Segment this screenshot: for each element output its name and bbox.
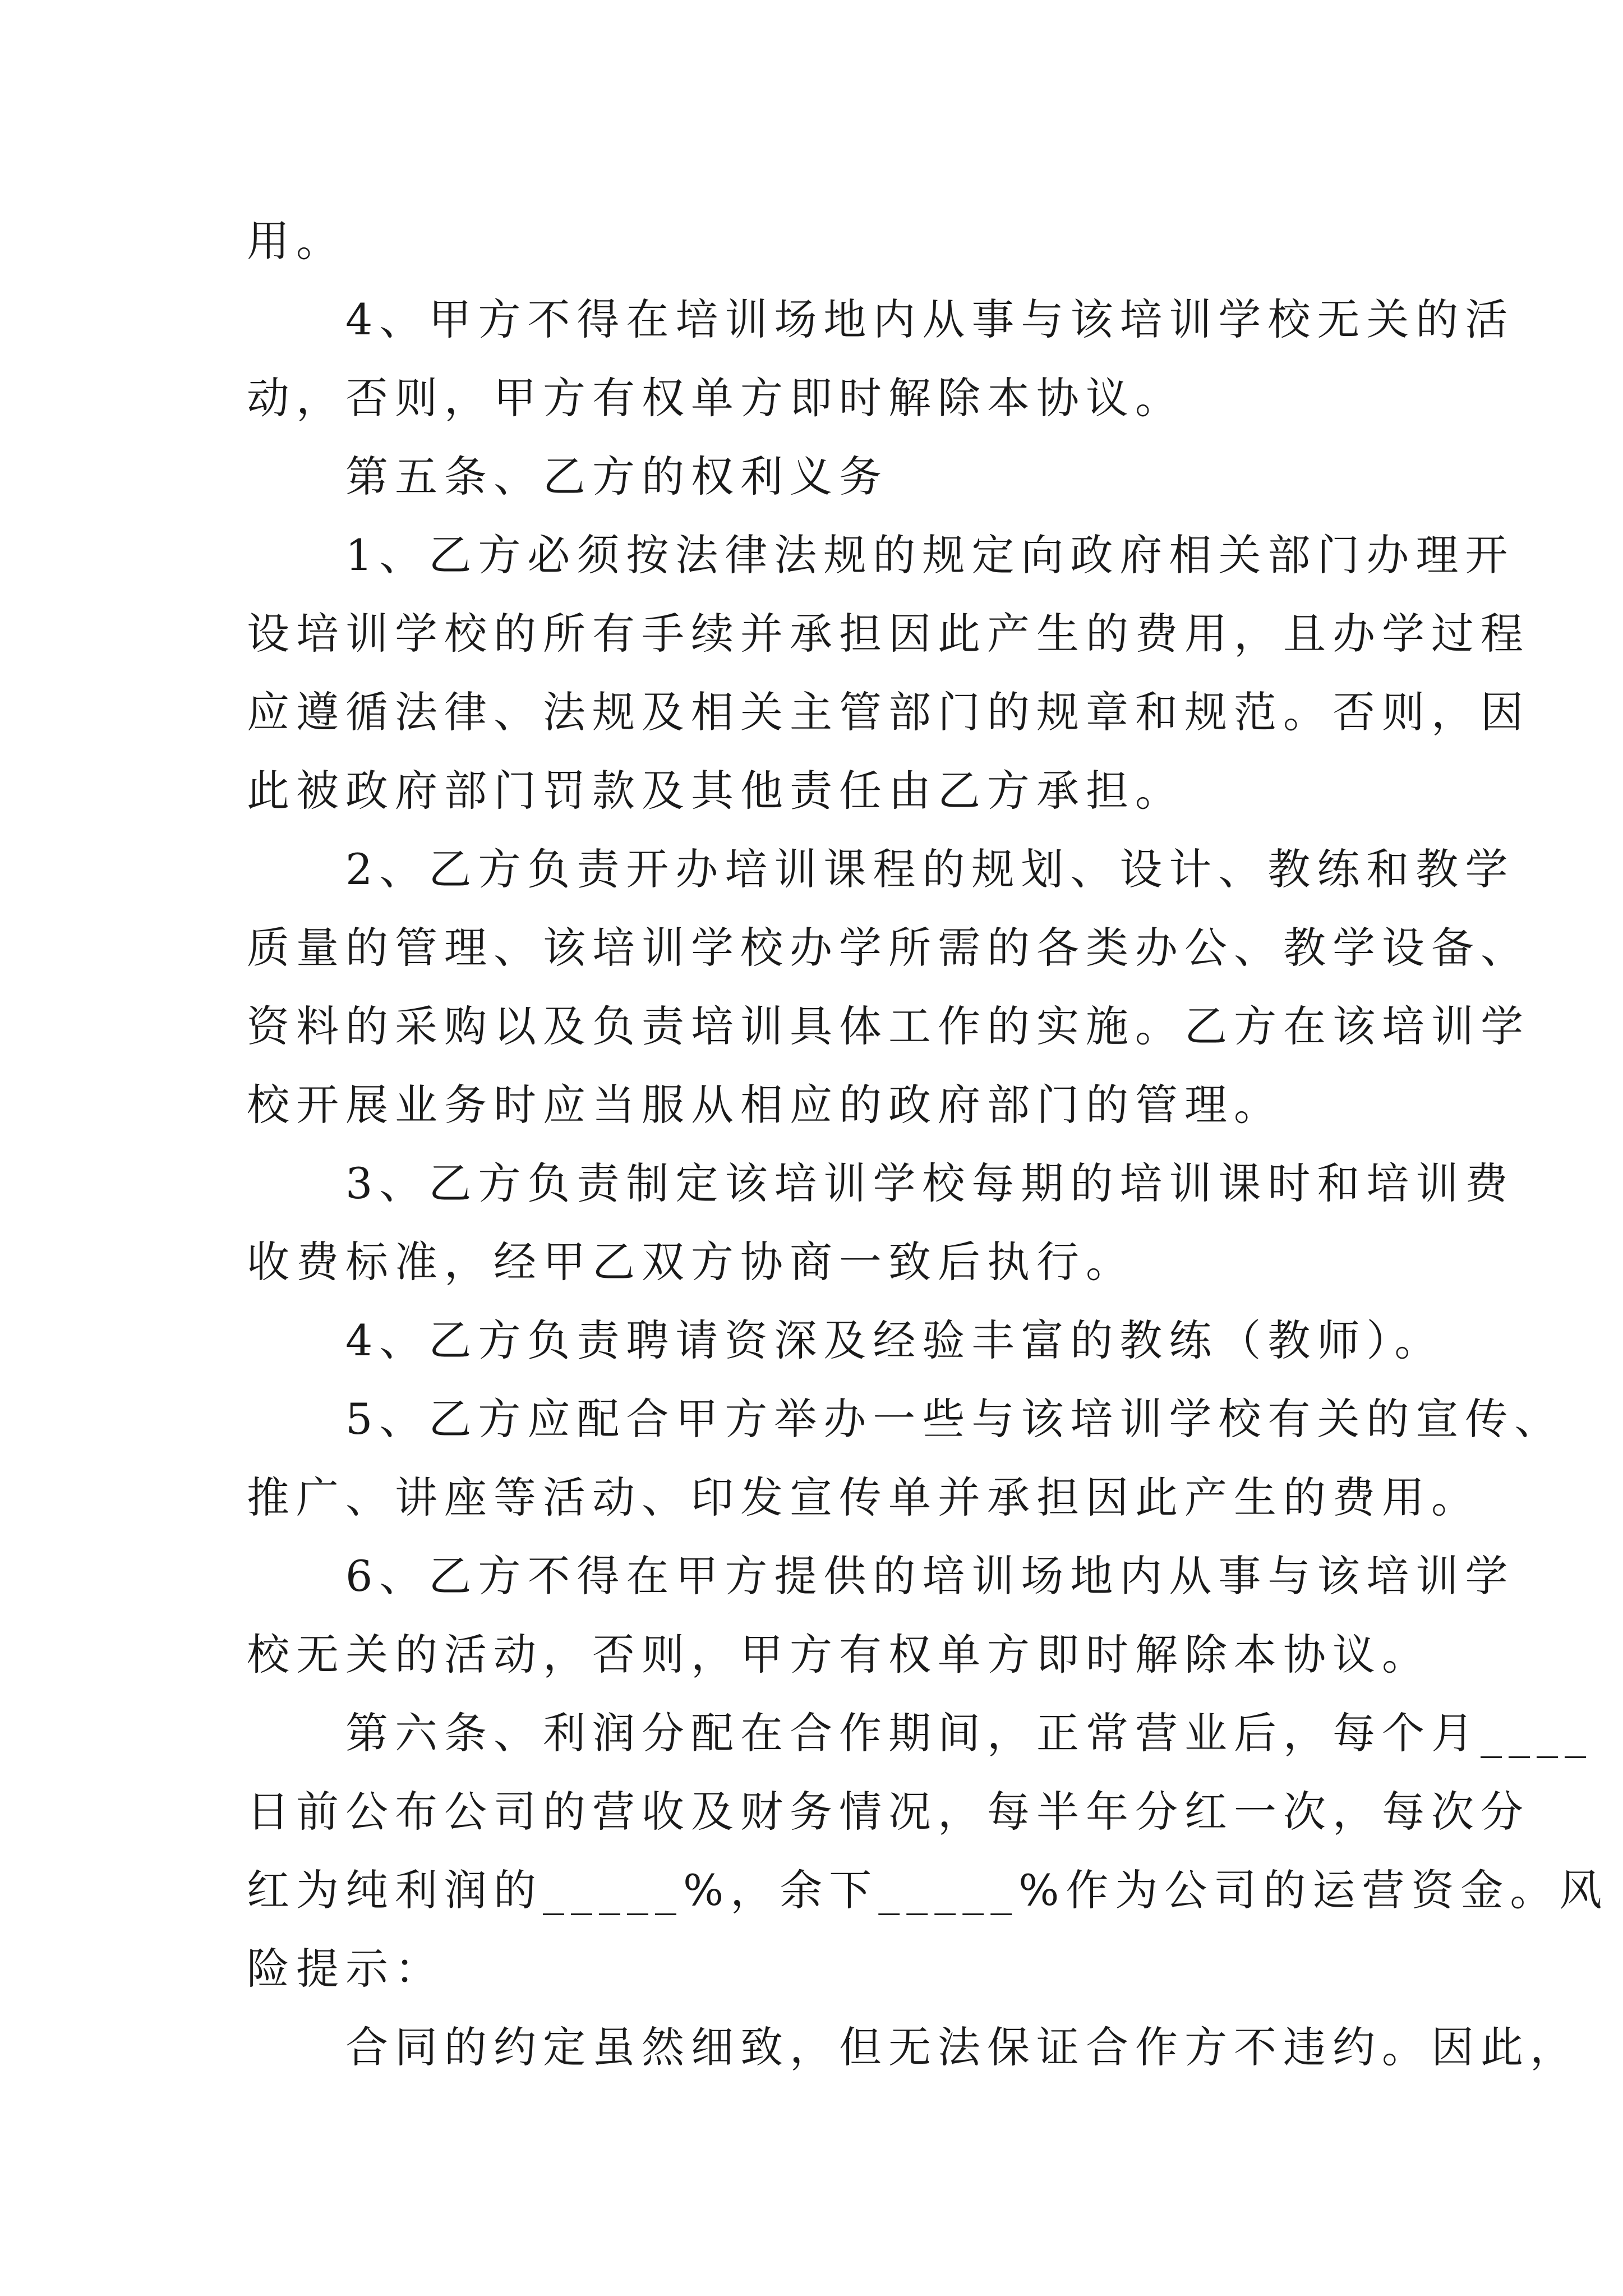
text-line-17: 推广、讲座等活动、印发宣传单并承担因此产生的费用。 bbox=[247, 1473, 1481, 1522]
text-line-5: 1、乙方必须按法律法规的规定向政府相关部门办理开 bbox=[247, 530, 1515, 580]
text-line-13: 3、乙方负责制定该培训学校每期的培训课时和培训费 bbox=[247, 1158, 1515, 1208]
text-line-1: 用。 bbox=[247, 216, 345, 266]
text-line-9: 2、乙方负责开办培训课程的规划、设计、教练和教学 bbox=[247, 844, 1515, 894]
text-line-7: 应遵循法律、法规及相关主管部门的规章和规范。否则，因 bbox=[247, 687, 1530, 737]
text-line-2: 4、甲方不得在培训场地内从事与该培训学校无关的活 bbox=[247, 295, 1515, 344]
text-line-24: 合同的约定虽然细致，但无法保证合作方不违约。因此， bbox=[247, 2022, 1579, 2072]
text-line-15: 4、乙方负责聘请资深及经验丰富的教练（教师）。 bbox=[247, 1315, 1444, 1365]
text-line-22: 红为纯利润的_____%，余下_____%作为公司的运营资金。风 bbox=[247, 1865, 1609, 1915]
text-line-14: 收费标准，经甲乙双方协商一致后执行。 bbox=[247, 1237, 1135, 1287]
text-line-21: 日前公布公司的营收及财务情况，每半年分红一次，每次分 bbox=[247, 1787, 1530, 1837]
section-heading-article-6: 第六条、利润分配在合作期间，正常营业后，每个月____ bbox=[247, 1708, 1593, 1758]
text-line-8: 此被政府部门罚款及其他责任由乙方承担。 bbox=[247, 766, 1184, 816]
text-line-6: 设培训学校的所有手续并承担因此产生的费用，且办学过程 bbox=[247, 609, 1530, 659]
contract-body bbox=[247, 202, 1609, 2087]
text-line-12: 校开展业务时应当服从相应的政府部门的管理。 bbox=[247, 1080, 1283, 1130]
text-line-18: 6、乙方不得在甲方提供的培训场地内从事与该培训学 bbox=[247, 1551, 1515, 1601]
text-line-11: 资料的采购以及负责培训具体工作的实施。乙方在该培训学 bbox=[247, 1001, 1530, 1051]
text-line-10: 质量的管理、该培训学校办学所需的各类办公、教学设备、 bbox=[247, 923, 1530, 973]
text-line-23: 险提示： bbox=[247, 1944, 444, 1994]
text-line-3: 动，否则，甲方有权单方即时解除本协议。 bbox=[247, 373, 1184, 423]
section-heading-article-5: 第五条、乙方的权利义务 bbox=[247, 452, 888, 501]
text-line-19: 校无关的活动，否则，甲方有权单方即时解除本协议。 bbox=[247, 1630, 1431, 1680]
text-line-16: 5、乙方应配合甲方举办一些与该培训学校有关的宣传、 bbox=[247, 1394, 1564, 1444]
